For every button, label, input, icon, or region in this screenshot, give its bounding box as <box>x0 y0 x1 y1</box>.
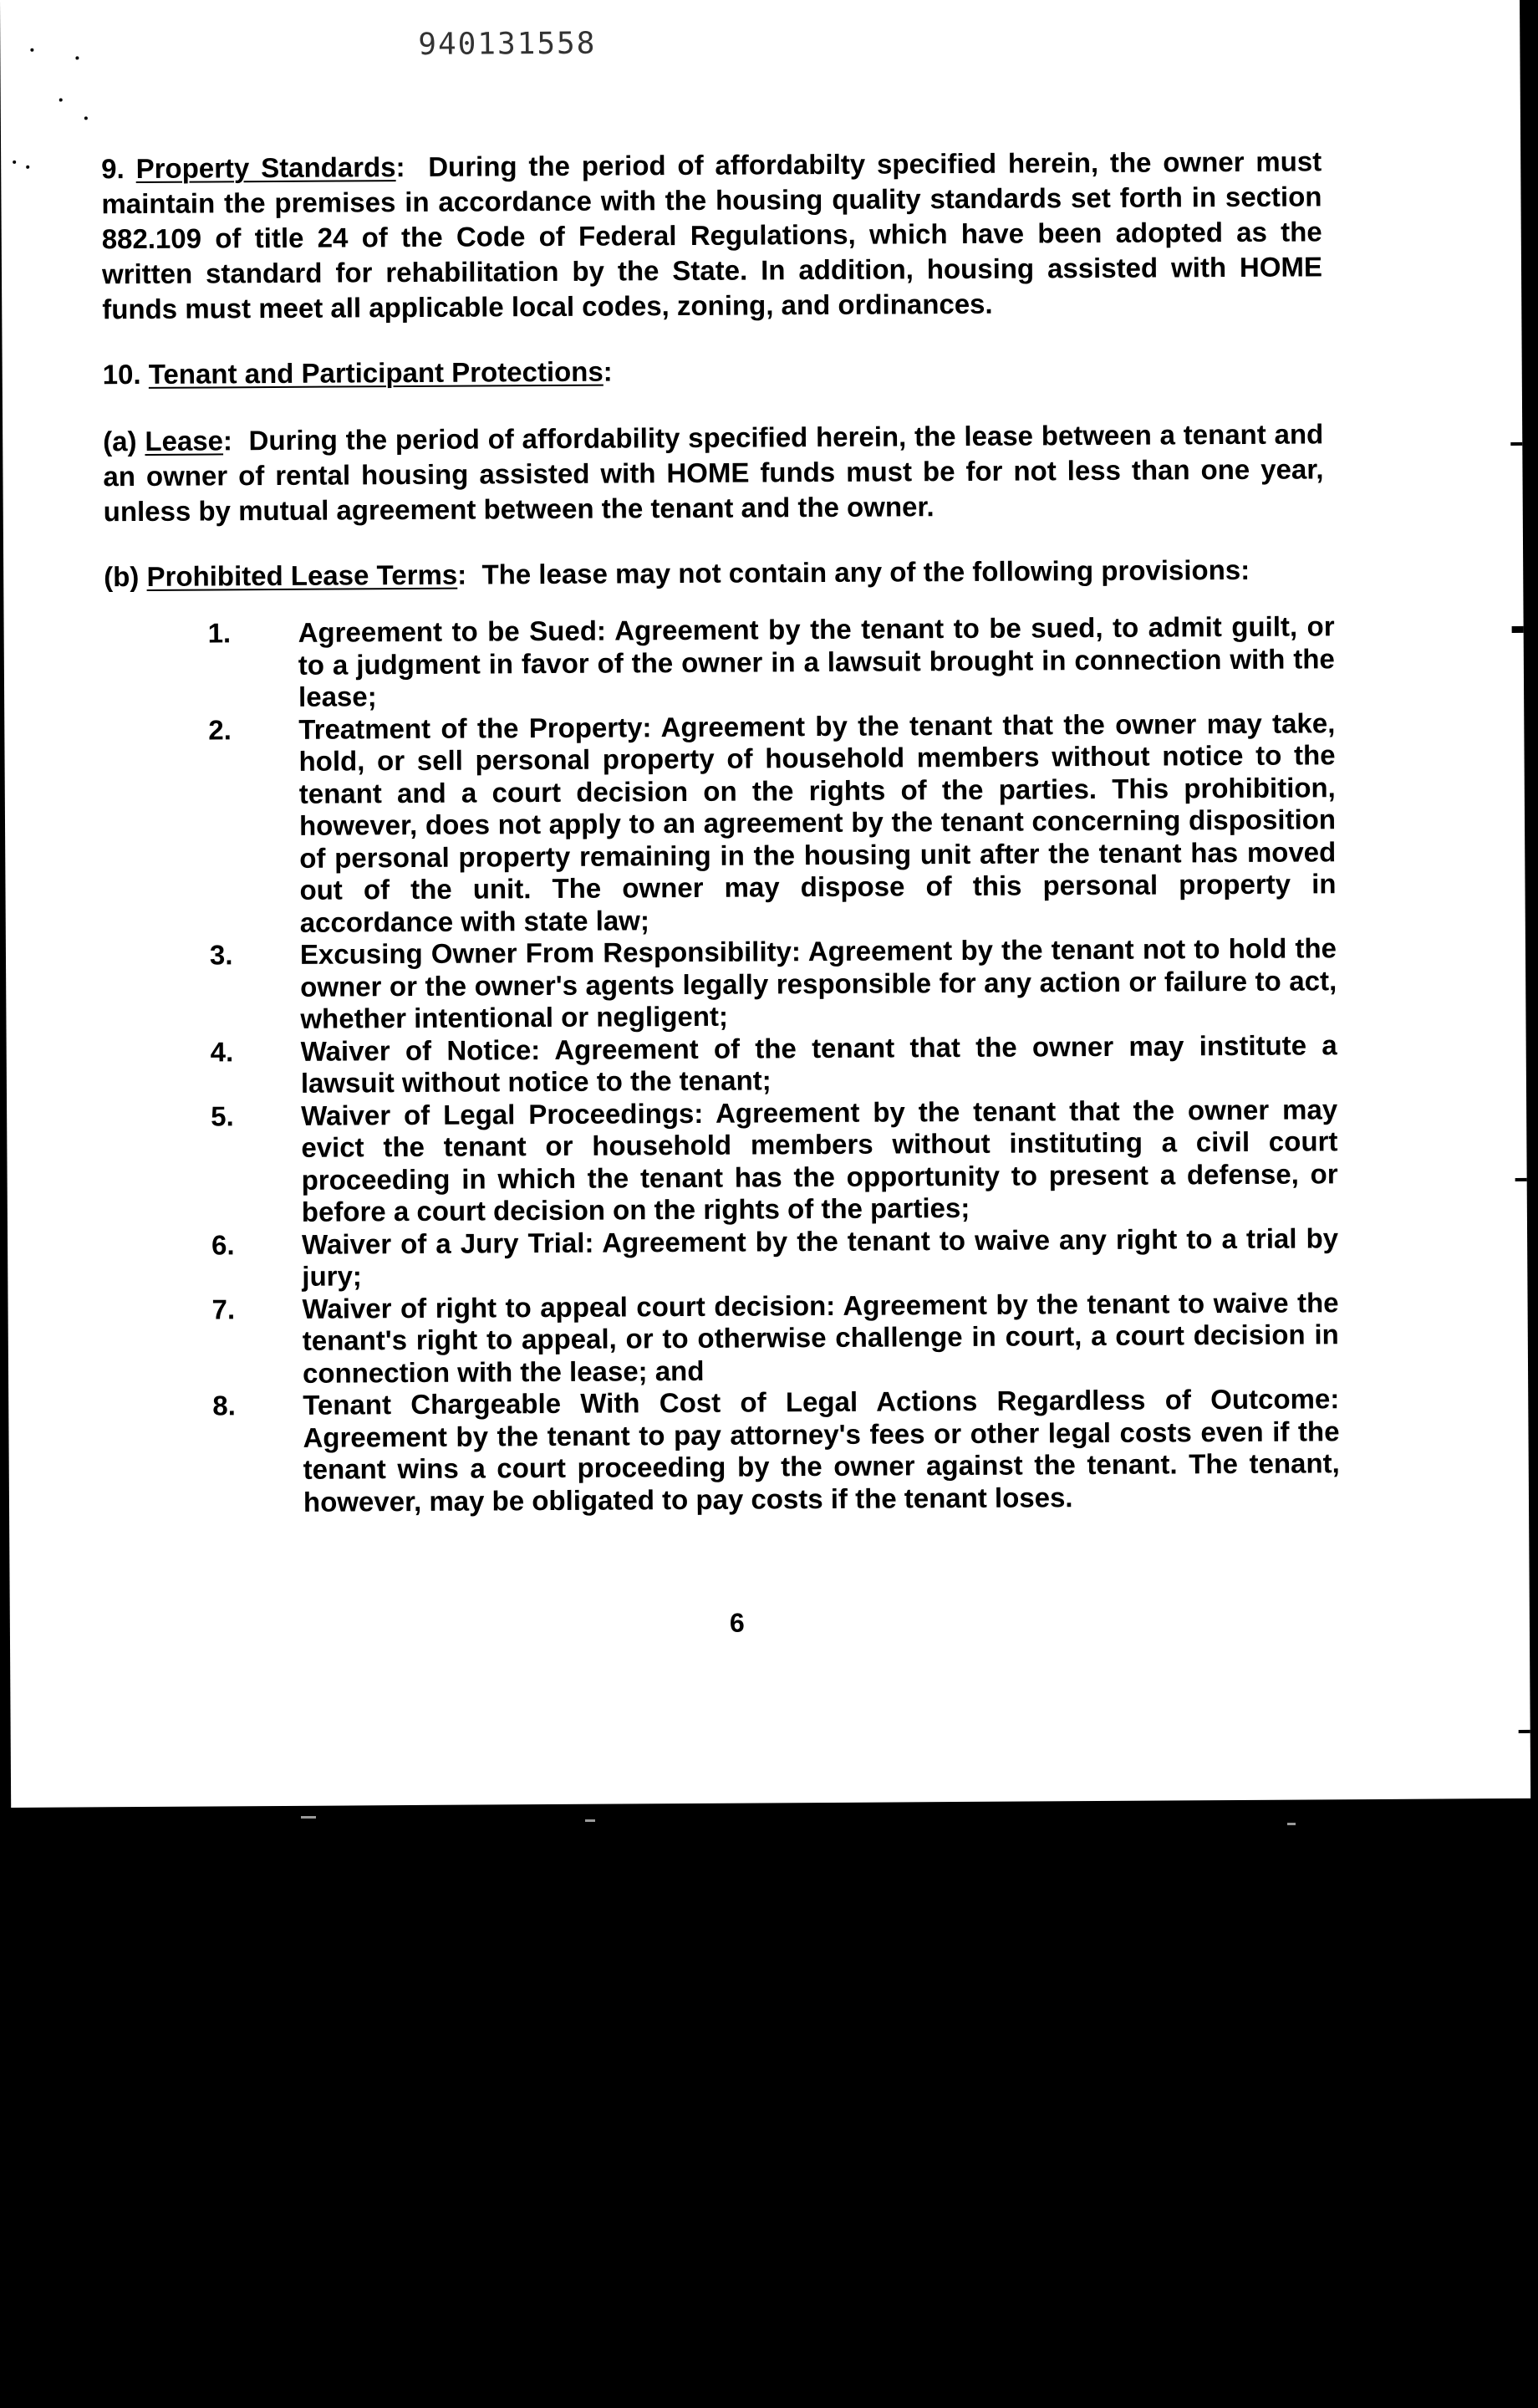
scan-edge-mark <box>1512 626 1524 633</box>
list-item-text: Treatment of the Property: Agreement by the tenant that the owner may take, hold, or sell personal property of household members without notice to the tenant and a court decision on the rights of the parties. This prohibition, however, does not apply to an agreement by the tenant concerning disposition of personal property remaining in the housing unit after the tenant has moved out of the unit. The owner may dispose of this personal property in accordance with state law; <box>298 707 1337 938</box>
page-number: 6 <box>729 1607 745 1638</box>
list-item-number: 8. <box>212 1390 236 1421</box>
list-item-text: Excusing Owner From Responsibility: Agreement by the tenant not to hold the owner or the owner's agents legally responsible for any action or failure to act, whether intentional or negligent; <box>299 932 1337 1034</box>
lease-label: (a) <box>103 426 137 457</box>
list-item <box>212 1383 1340 1518</box>
section-9-body: During the period of affordabilty specified herein, the owner must maintain the premises in accordance with the housing quality standards set forth in section 882.109 of title 24 of the Code of Federal Regulations, which have been adopted as the written standard for rehabilitation by the State. In addition, housing assisted with HOME funds must meet all applicable local codes, zoning, and ordinances. <box>101 145 1323 325</box>
list-item-text: Waiver of right to appeal court decision: Agreement by the tenant to waive the tenant's right to appeal, or to otherwise challenge in court, a court decision in connection with the lease; and <box>302 1286 1339 1389</box>
list-item <box>210 1028 1337 1100</box>
scan-speck <box>30 48 33 52</box>
list-item-text: Waiver of a Jury Trial: Agreement by the tenant to waive any right to a trial by jury; <box>301 1222 1339 1292</box>
prohibited-terms-intro: (b) Prohibited Lease Terms: The lease may not contain any of the following provisions: <box>104 554 1250 593</box>
list-item <box>211 1093 1338 1229</box>
section-10-heading: Tenant and Participant Protections <box>148 355 603 390</box>
list-item-number: 6. <box>211 1228 235 1260</box>
list-item-number: 3. <box>209 939 233 971</box>
prohibited-label: (b) <box>104 560 140 593</box>
scan-speck <box>84 116 88 120</box>
scan-edge-mark <box>1519 1730 1530 1733</box>
scan-edge-mark <box>1515 1178 1527 1181</box>
scan-dust <box>301 1816 316 1819</box>
lease-heading: Lease <box>145 425 224 457</box>
scan-dust <box>1287 1823 1296 1825</box>
scan-speck <box>26 166 29 169</box>
list-item <box>207 610 1336 713</box>
list-item-text: Agreement to be Sued: Agreement by the tenant to be sued, to admit guilt, or to a judgment in favor of the owner in a lawsuit brought in connection with the lease; <box>298 610 1335 712</box>
scan-speck <box>75 56 79 59</box>
lease-body: During the period of affordability specified herein, the lease between a tenant and an owner of rental housing assisted with HOME funds must be for not less than one year, unless by mutual agreement between the tenant and the owner. <box>103 418 1324 528</box>
list-item-text: Waiver of Legal Proceedings: Agreement by the tenant that the owner may evict the tenant or household members without instituting a civil court proceeding in which the tenant has the opportunity to present a defense, or before a court decision on the rights of the parties; <box>301 1093 1338 1227</box>
document-id-stamp: 940131558 <box>418 26 597 62</box>
scan-speck <box>13 161 16 164</box>
list-item <box>209 932 1337 1035</box>
list-item-number: 2. <box>208 713 232 745</box>
list-item <box>211 1286 1339 1390</box>
prohibited-heading: Prohibited Lease Terms <box>146 559 458 592</box>
scan-speck <box>59 99 63 102</box>
list-item-number: 7. <box>211 1293 236 1324</box>
section-10-heading-line: 10. Tenant and Participant Protections: <box>102 355 613 390</box>
section-9-paragraph: 9. Property Standards: During the period of affordabilty specified herein, the owner must maintain the premises in accordance with the housing quality standards set forth in section 882.109 of title 24 of the Code of Federal Regulations, which have been adopted as the written standard for rehabilitation by the State. In addition, housing assisted with HOME funds must meet all applicable local codes, zoning, and ordinances. <box>101 145 1323 325</box>
scan-dust <box>585 1819 595 1822</box>
section-10-number: 10. <box>102 358 141 390</box>
prohibited-terms-list <box>4 610 1530 1520</box>
list-item-number: 4. <box>210 1035 234 1067</box>
prohibited-intro-text: The lease may not contain any of the following provisions: <box>481 554 1250 590</box>
section-9-number: 9. <box>101 153 125 185</box>
list-item-number: 5. <box>211 1099 234 1131</box>
section-9-heading: Property Standards <box>135 151 396 185</box>
scan-edge-mark <box>1510 442 1522 446</box>
list-item <box>211 1222 1339 1293</box>
list-item <box>208 707 1337 939</box>
list-item-text: Waiver of Notice: Agreement of the tenant that the owner may institute a lawsuit without notice to the tenant; <box>300 1028 1337 1099</box>
list-item-text: Tenant Chargeable With Cost of Legal Actions Regardless of Outcome: Agreement by the tenant to pay attorney's fees or other legal costs even if the tenant wins a court proceeding by the owner against the tenant. The tenant, however, may be obligated to pay costs if the tenant loses. <box>303 1383 1340 1518</box>
list-item-number: 1. <box>207 617 232 649</box>
lease-paragraph: (a) Lease: During the period of affordability specified herein, the lease between a tenant and an owner of rental housing assisted with HOME funds must be for not less than one year, unless by mutual agreement between the tenant and the owner. <box>103 418 1324 528</box>
